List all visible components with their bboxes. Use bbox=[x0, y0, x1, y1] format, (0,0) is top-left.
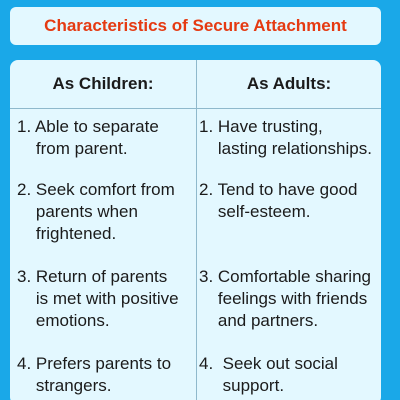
page-title: Characteristics of Secure Attachment bbox=[44, 16, 347, 35]
adults-item-1: 1. Have trusting, lasting relationships. bbox=[199, 117, 372, 158]
header-divider bbox=[10, 108, 381, 109]
children-column-header: As Children: bbox=[52, 74, 154, 93]
children-item-4: 4. Prefers parents to strangers. bbox=[17, 354, 172, 395]
adults-item-4: 4. Seek out social support. bbox=[199, 354, 338, 395]
comparison-table bbox=[10, 60, 381, 400]
adults-item-3: 3. Comfortable sharing feelings with friends and partners. bbox=[199, 267, 371, 330]
children-item-2: 2. Seek comfort from parents when frightened. bbox=[17, 180, 175, 243]
column-divider bbox=[196, 60, 197, 400]
children-item-1: 1. Able to separate from parent. bbox=[17, 117, 159, 158]
adults-column-header: As Adults: bbox=[246, 74, 332, 93]
title-banner bbox=[10, 7, 381, 45]
children-item-3: 3. Return of parents is met with positive emotions. bbox=[17, 267, 179, 330]
adults-item-2: 2. Tend to have good self-esteem. bbox=[199, 180, 358, 221]
